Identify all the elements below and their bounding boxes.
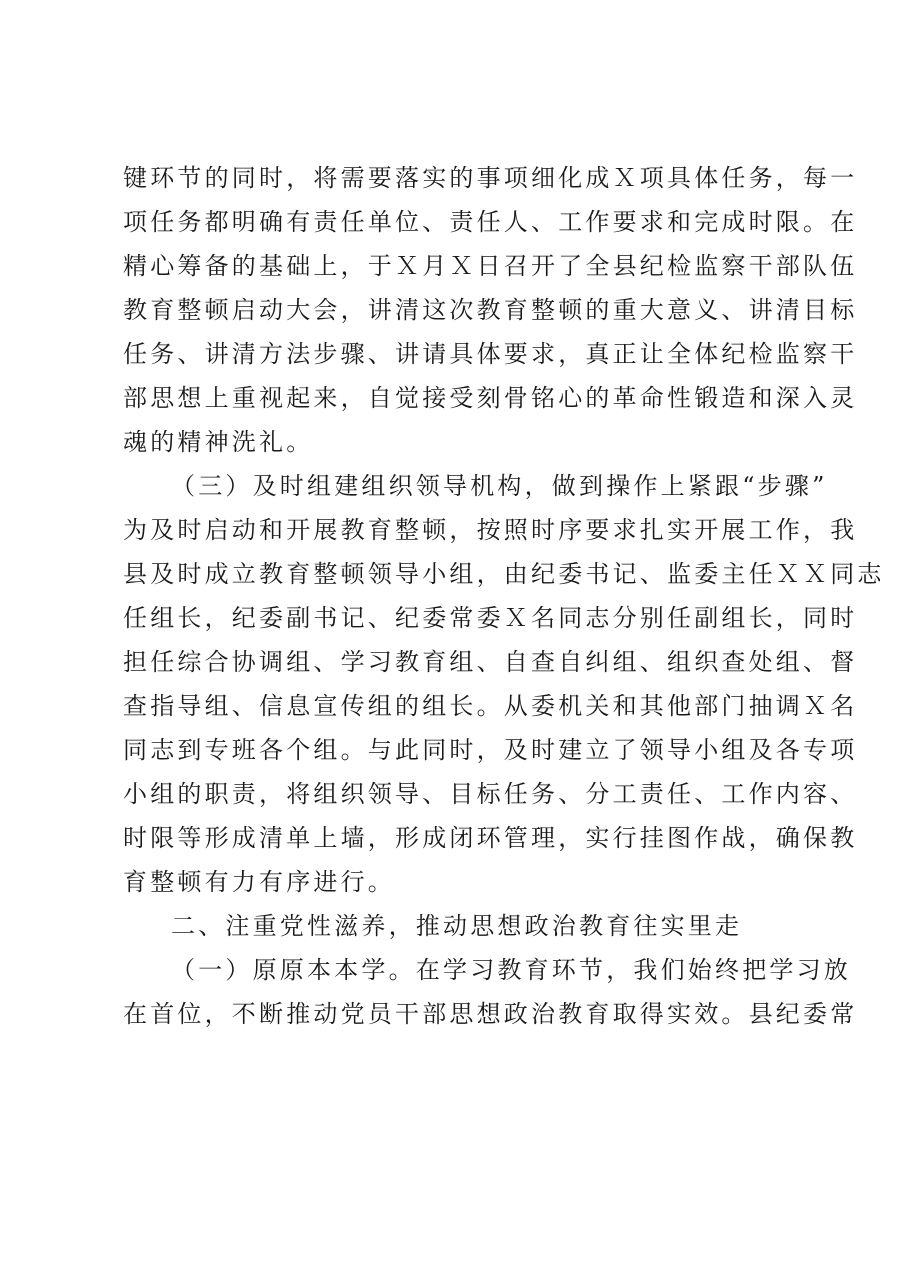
paragraph-line: 同志到专班各个组。与此同时，及时建立了领导小组及各专项 — [123, 736, 858, 764]
paragraph-line: 县及时成立教育整顿领导小组，由纪委书记、监委主任ＸＸ同志 — [123, 560, 885, 588]
paragraph-line: 小组的职责，将组织领导、目标任务、分工责任、工作内容、 — [123, 780, 858, 808]
paragraph-line: 部思想上重视起来，自觉接受刻骨铭心的革命性锻造和深入灵 — [123, 384, 858, 412]
paragraph-line: 时限等形成清单上墙，形成闭环管理，实行挂图作战，确保教 — [123, 824, 858, 852]
section-subheading: （一）原原本本学。在学习教育环节，我们始终把学习放 — [171, 956, 851, 984]
paragraph-line: 在首位，不断推动党员干部思想政治教育取得实效。县纪委常 — [123, 1000, 858, 1028]
section-heading: 二、注重党性滋养，推动思想政治教育往实里走 — [171, 912, 743, 940]
paragraph-line: 任组长，纪委副书记、纪委常委Ｘ名同志分别任副组长，同时 — [123, 604, 858, 632]
document-body — [123, 156, 885, 1036]
paragraph-line: 键环节的同时，将需要落实的事项细化成Ｘ项具体任务，每一 — [123, 164, 858, 192]
paragraph-line: 教育整顿启动大会，讲清这次教育整顿的重大意义、讲清目标 — [123, 296, 858, 324]
paragraph-line: 魂的精神洗礼。 — [123, 428, 314, 456]
paragraph-line: 为及时启动和开展教育整顿，按照时序要求扎实开展工作，我 — [123, 516, 858, 544]
paragraph-line: 项任务都明确有责任单位、责任人、工作要求和完成时限。在 — [123, 208, 858, 236]
paragraph-line: 精心筹备的基础上，于Ｘ月Ｘ日召开了全县纪检监察干部队伍 — [123, 252, 858, 280]
paragraph-line: 任务、讲清方法步骤、讲请具体要求，真正让全体纪检监察干 — [123, 340, 858, 368]
paragraph-line: 育整顿有力有序进行。 — [123, 868, 395, 896]
paragraph-line: 查指导组、信息宣传组的组长。从委机关和其他部门抽调Ｘ名 — [123, 692, 858, 720]
section-subheading: （三）及时组建组织领导机构，做到操作上紧跟“步骤” — [171, 472, 828, 500]
paragraph-line: 担任综合协调组、学习教育组、自查自纠组、组织查处组、督 — [123, 648, 858, 676]
